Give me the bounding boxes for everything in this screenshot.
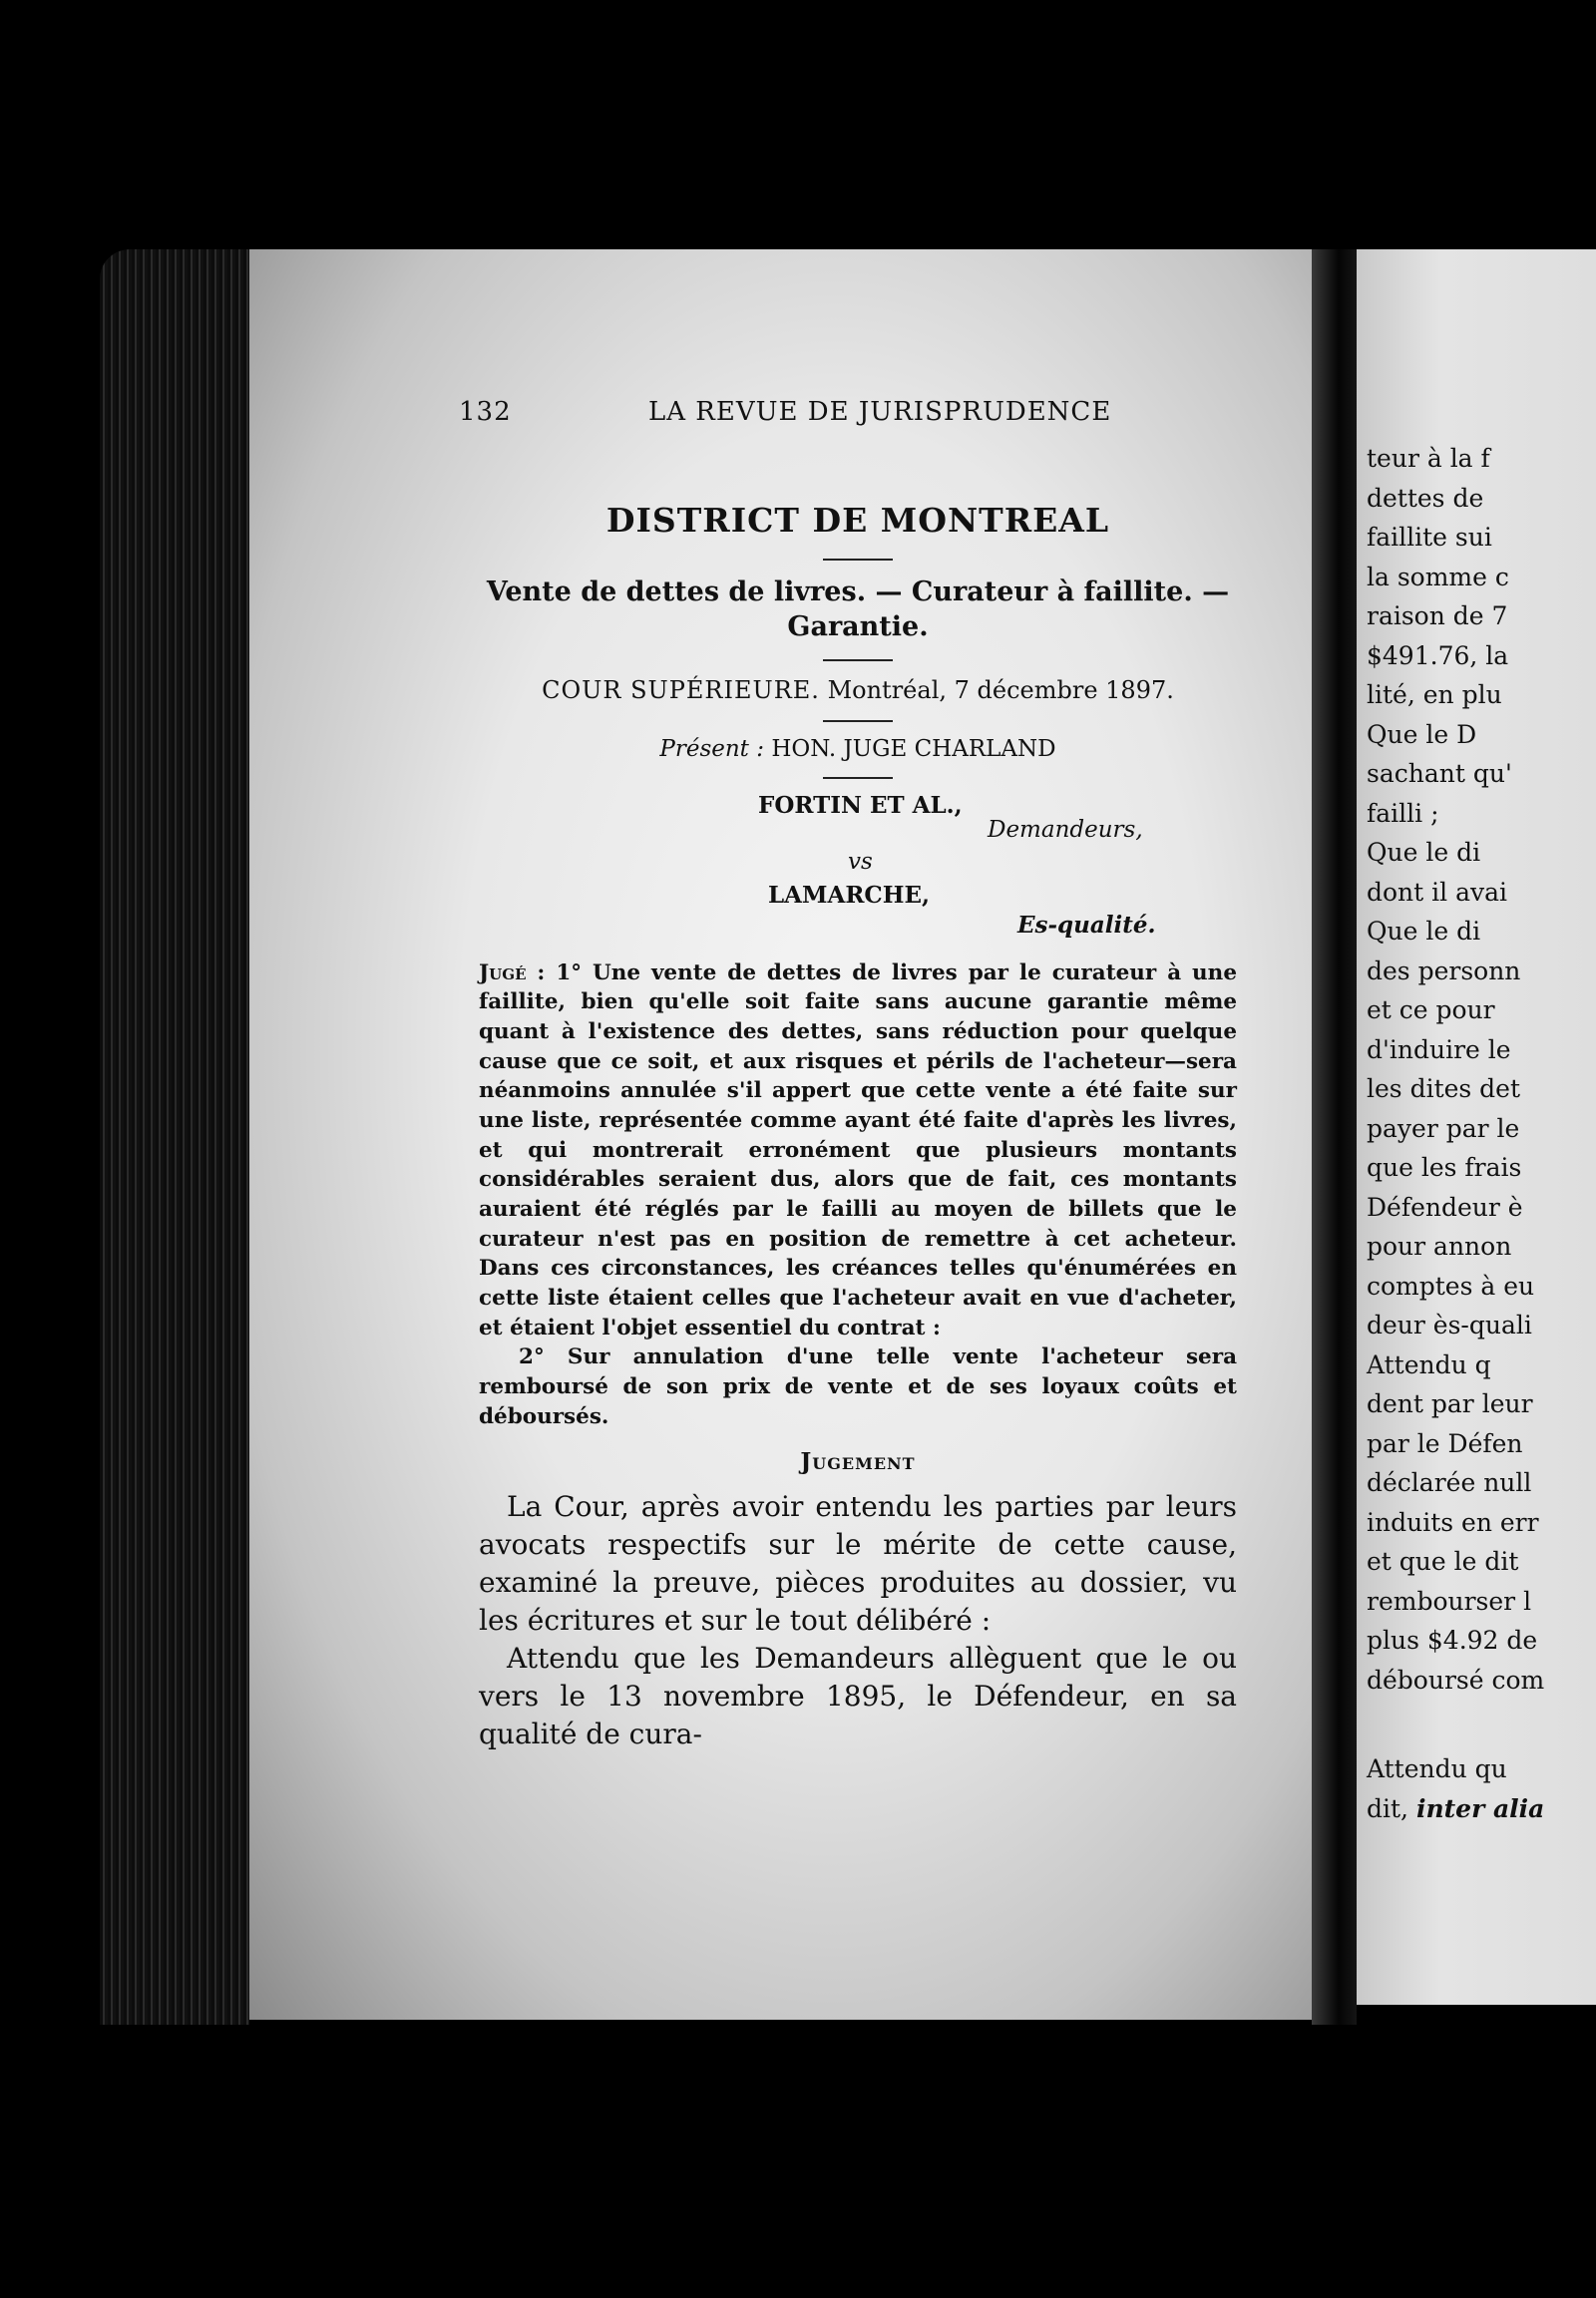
right-page-line: comptes à eu — [1367, 1271, 1535, 1301]
page-number: 132 — [459, 397, 512, 427]
right-page-line: d'induire le — [1367, 1034, 1511, 1064]
paragraph: Attendu que les Demandeurs allèguent que le ou vers le 13 novembre 1895, le Défendeur, en sa qualité de cura- — [479, 1642, 1237, 1751]
holding-point-1: 1° Une vente de dettes de livres par le curateur à une faillite, bien qu'elle soit faite sans aucune garantie même quant à l'existence des dettes, sans réduction pour quelque cause que ce soit, et aux risques et périls de l'acheteur—sera néanmoins annulée s'il appert que cette vente a été faite sur une liste, représentée comme ayant été faite d'après les livres, et qui montrerait erronément que plusieurs montants considérables seraient dus, alors que de fait, ces montants auraient été réglés par le failli au moyen de billets que le curateur n'est pas en position de remettre à cet acheteur. Dans ces circonstances, les créances telles qu'énumérées en cette liste étaient celles que l'acheteur avait en vue d'acheter, et étaient l'objet essentiel du contrat : — [479, 959, 1237, 1340]
divider — [823, 720, 893, 722]
right-page-line: pour annon — [1367, 1232, 1512, 1261]
right-page-line: dont il avai — [1367, 877, 1508, 907]
journal-title: LA REVUE DE JURISPRUDENCE — [648, 397, 1112, 427]
judgement-heading: Jugement — [800, 1448, 916, 1476]
right-page-line: que les frais — [1367, 1153, 1522, 1182]
right-page-line — [1367, 1789, 1596, 1829]
right-page-line: Attendu qu — [1367, 1754, 1507, 1783]
right-page-line: lité, en plu — [1367, 680, 1502, 709]
right-page-line: des personn — [1367, 956, 1521, 985]
right-page-line: raison de 7 — [1367, 601, 1508, 630]
right-page-line: Que le di — [1367, 838, 1481, 867]
article — [479, 499, 1237, 1753]
right-page-line: deur ès-quali — [1367, 1311, 1532, 1340]
right-page-line: teur à la f — [1367, 444, 1490, 473]
judgement-text — [479, 1488, 1237, 1754]
right-page-line: induits en err — [1367, 1507, 1539, 1537]
book-gutter — [1312, 249, 1357, 2025]
right-page-line: faillite sui — [1367, 523, 1492, 552]
paragraph: La Cour, après avoir entendu les parties par leurs avocats respectifs sur le mérite de cette cause, examiné la preuve, pièces produites au dossier, vu les écritures et sur le tout délibéré : — [479, 1489, 1237, 1637]
divider — [823, 559, 893, 561]
right-page-line: la somme c — [1367, 562, 1509, 591]
right-page-line: dettes de — [1367, 483, 1484, 513]
district-title: DISTRICT DE MONTREAL — [605, 501, 1110, 540]
parties — [479, 791, 1237, 941]
judge-name: HON. JUGE CHARLAND — [771, 736, 1056, 763]
right-page — [1357, 249, 1596, 2005]
right-page-line: dent par leur — [1367, 1389, 1533, 1418]
right-page-line: Que le di — [1367, 917, 1481, 946]
versus: vs — [848, 848, 873, 875]
plaintiff-role: Demandeurs, — [988, 816, 1143, 843]
case-subject: Vente de dettes de livres. — Curateur à faillite. — Garantie. — [486, 575, 1230, 643]
right-page-line: plus $4.92 de — [1367, 1626, 1538, 1655]
latin-phrase: inter alia — [1415, 1793, 1545, 1823]
right-page-line: Que le D — [1367, 719, 1477, 749]
right-page-line: rembourser l — [1367, 1586, 1532, 1616]
defendant-role: Es-qualité. — [1017, 911, 1156, 939]
right-page-line: failli ; — [1367, 798, 1439, 828]
right-page-line: payer par le — [1367, 1113, 1520, 1143]
right-page-line: Défendeur è — [1367, 1192, 1523, 1222]
right-page-line: sachant qu' — [1367, 759, 1512, 788]
divider — [823, 777, 893, 779]
right-page-line: et ce pour — [1367, 995, 1495, 1024]
holding-point-2: 2° Sur annulation d'une telle vente l'acheteur sera remboursé de son prix de vente et de ses loyaux coûts et déboursés. — [479, 1344, 1237, 1429]
right-page-line: $491.76, la — [1367, 640, 1509, 670]
holding-summary — [479, 958, 1237, 1432]
court-line — [479, 675, 1237, 707]
present-label: Présent : — [659, 736, 764, 763]
court-name: COUR SUPÉRIEURE. — [542, 675, 820, 704]
right-page-line: déclarée null — [1367, 1468, 1532, 1497]
left-page — [249, 249, 1312, 2020]
right-page-text — [1367, 439, 1596, 1828]
right-page-line: déboursé com — [1367, 1665, 1545, 1695]
right-page-line: Attendu q — [1367, 1349, 1491, 1379]
plaintiff-name: FORTIN ET AL., — [758, 791, 963, 819]
court-date: Montréal, 7 décembre 1897. — [827, 675, 1174, 704]
defendant-name: LAMARCHE, — [768, 881, 931, 909]
present-line — [479, 734, 1237, 764]
right-page-line: les dites det — [1367, 1074, 1521, 1103]
right-page-line: par le Défen — [1367, 1428, 1523, 1458]
holding-label: Jugé : — [479, 959, 546, 985]
right-page-line: et que le dit — [1367, 1547, 1519, 1576]
spacer — [1367, 1700, 1596, 1749]
line-start: dit, — [1367, 1793, 1416, 1823]
divider — [823, 659, 893, 661]
book-page-edges — [100, 249, 249, 2025]
